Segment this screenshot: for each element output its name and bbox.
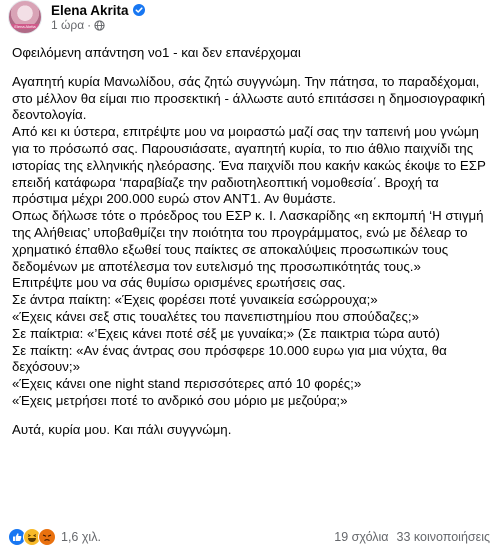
post-paragraph: «Έχεις κάνει one night stand περισσότερες από 10 φορές;» bbox=[12, 376, 362, 392]
post-title: Οφειλόμενη απάντηση νο1 - και δεν επανέρχομαι bbox=[12, 45, 301, 60]
post-paragraph: Επιτρέψτε μου να σάς θυμίσω ορισμένες ερωτήσεις σας. bbox=[12, 275, 346, 291]
avatar[interactable] bbox=[8, 0, 42, 34]
globe-icon[interactable] bbox=[94, 20, 105, 31]
post-footer bbox=[8, 526, 490, 548]
angry-icon bbox=[38, 528, 56, 546]
reactions-summary[interactable] bbox=[8, 528, 101, 546]
post-paragraph: Σε παίκτη: «Αν ένας άντρας σου πρόσφερε 10.000 ευρω για μια νύχτα, θα δεχόσουν;» bbox=[12, 342, 447, 375]
comments-count[interactable]: 19 σχόλια bbox=[334, 530, 389, 544]
author-name[interactable]: Elena Akrita bbox=[51, 2, 129, 18]
post-paragraph: Οπως δήλωσε τότε ο πρόεδρος του ΕΣΡ κ. Ι. Λασκαρίδης «η εκπομπή ‘Η στιγμή της Αλήθειας’ υποβαθμίζει την ποιότητα του προγράμματος, ενώ με δέλεαρ το χρηματικό έπαθλο εξωθεί τους παίκτες σε αποκαλύψεις προσωπικών τους δεδομένων με αποτέλεσμα τον ευτελισμό της προσωπικότητάς τους.» bbox=[12, 208, 484, 274]
post-paragraph: Σε άντρα παίκτη: «Έχεις φορέσει ποτέ γυναικεία εσώρρουχα;» bbox=[12, 292, 378, 308]
author-row bbox=[51, 1, 145, 19]
post-header bbox=[8, 0, 145, 36]
post-paragraph: Αγαπητή κυρία Μανωλίδου, σάς ζητώ συγγνώμη. Την πάτησα, το παραδέχομαι, στο μέλλον θα είμαι πιο προσεκτική - άλλωστε αυτό επιτάσσει η δημοσιογραφική δεοντολογία. bbox=[12, 73, 486, 123]
post-paragraph: «Έχεις μετρήσει ποτέ το ανδρικό σου μόριο με μεζούρα;» bbox=[12, 392, 348, 408]
post-body bbox=[12, 45, 488, 439]
post-meta bbox=[51, 0, 145, 32]
post-subline bbox=[51, 18, 145, 32]
post-paragraph: Από κει κι ύστερα, επιτρέψτε μου να μοιραστώ μαζί σας την ταπεινή μου γνώμη για το πρόσωπό σας. Παρουσιάσατε, αγαπητή κυρία, το πιο άθλιο παιχνίδι της ιστορίας της ελληνικής ηλεόρασης. Ένα παιχνίδι που κακήν κακώς έκοψε το ΕΣΡ επειδή κατάφωρα ‘παραβίαζε την ραδιοτηλεοπτική νομοθεσία΄. Βροχή τα πρόστιμα μέχρι 200.000 ευρώ στον ΑΝΤ1. Αν θυμάστε. bbox=[12, 124, 486, 207]
shares-count[interactable]: 33 κοινοποιήσεις bbox=[396, 530, 490, 544]
post-time[interactable]: 1 ώρα bbox=[51, 18, 85, 32]
post-closing: Αυτά, κυρία μου. Και πάλι συγγνώμη. bbox=[12, 421, 232, 437]
engagement-stats bbox=[334, 530, 490, 544]
post-paragraph: Σε παίκτρια: «’Εχεις κάνει ποτέ σέξ με γυναίκα;» (Σε παικτρια τώρα αυτό) bbox=[12, 325, 440, 341]
post-paragraph: «Έχεις κάνει σεξ στις τουαλέτες του πανεπιστημίου που σπούδαζες;» bbox=[12, 308, 419, 324]
verified-badge-icon bbox=[133, 4, 145, 16]
reactions-count[interactable]: 1,6 χιλ. bbox=[61, 530, 101, 544]
separator-dot: · bbox=[87, 18, 92, 32]
avatar-logo-text: Elena Akrita bbox=[10, 24, 40, 29]
